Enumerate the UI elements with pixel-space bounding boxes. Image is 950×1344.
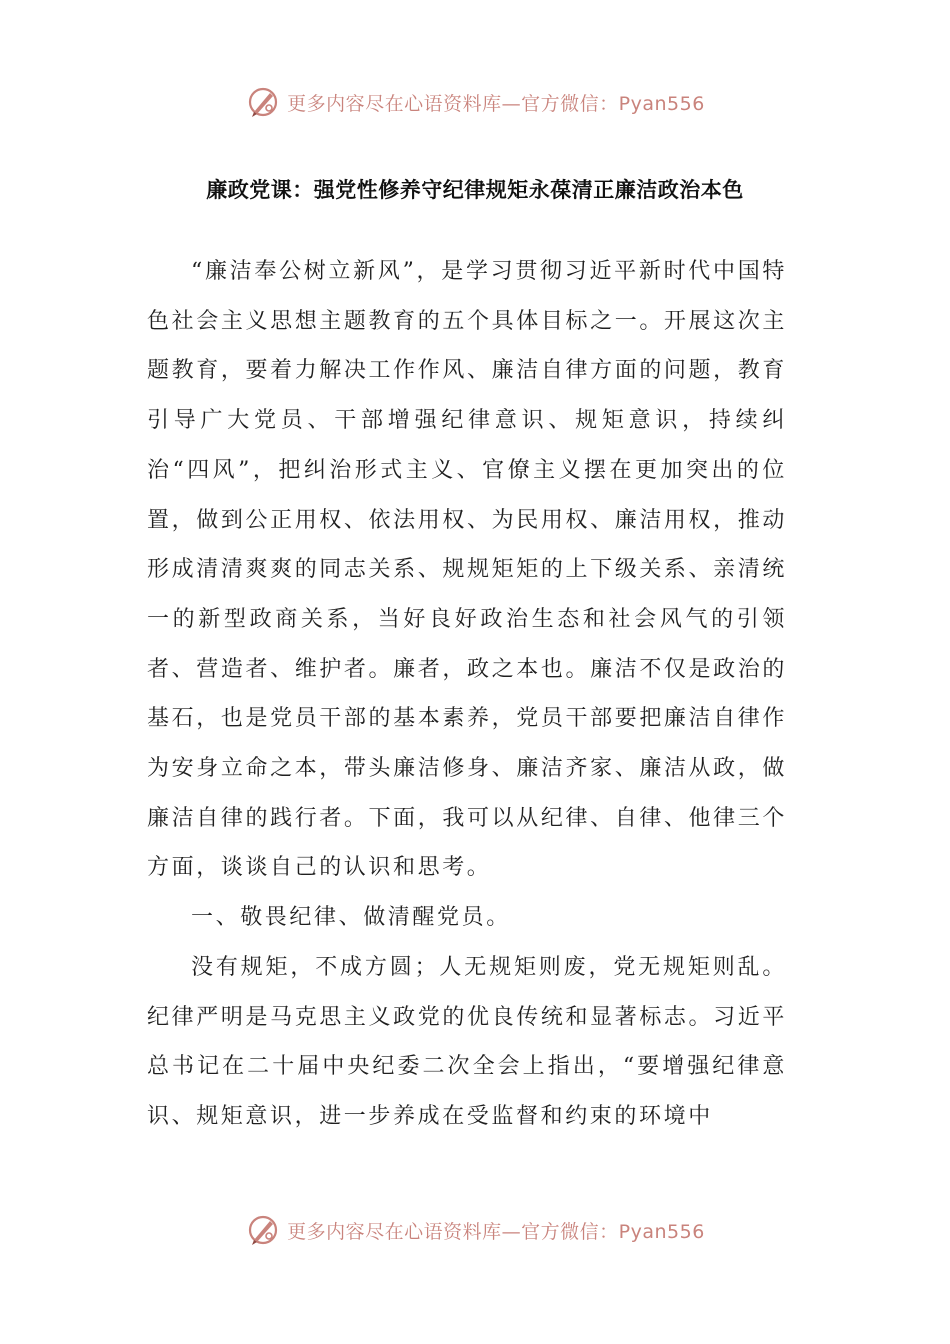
pen-circle-logo-icon — [245, 1212, 281, 1248]
banner-text: 更多内容尽在心语资料库—官方微信：Pyan556 — [287, 1220, 705, 1243]
header-watermark-banner — [0, 82, 950, 122]
footer-watermark-banner — [0, 1210, 950, 1250]
body-paragraph: 没有规矩，不成方圆；人无规矩则废，党无规矩则乱。纪律严明是马克思主义政党的优良传统和显著标志。习近平总书记在二十届中央纪委二次全会上指出，“要增强纪律意识、规矩意识，进一步养成在受监督和约束的环境中 — [147, 954, 787, 1129]
pen-circle-logo-icon — [245, 84, 281, 120]
document-title: 廉政党课：强党性修养守纪律规矩永葆清正廉洁政治本色 — [206, 178, 744, 202]
section-heading: 一、敬畏纪律、做清醒党员。 — [191, 905, 511, 931]
wechat-id: Pyan556 — [618, 92, 705, 115]
wechat-id: Pyan556 — [618, 1220, 705, 1243]
body-paragraph: “廉洁奉公树立新风”，是学习贯彻习近平新时代中国特色社会主义思想主题教育的五个具体目标之一。开展这次主题教育，要着力解决工作作风、廉洁自律方面的问题，教育引导广大党员、干部增强纪律意识、规矩意识，持续纠治“四风”，把纠治形式主义、官僚主义摆在更加突出的位置，做到公正用权、依法用权、为民用权、廉洁用权，推动形成清清爽爽的同志关系、规规矩矩的上下级关系、亲清统一的新型政商关系，当好良好政治生态和社会风气的引领者、营造者、维护者。廉者，政之本也。廉洁不仅是政治的基石，也是党员干部的基本素养，党员干部要把廉洁自律作为安身立命之本，带头廉洁修身、廉洁齐家、廉洁从政，做廉洁自律的践行者。下面，我可以从纪律、自律、他律三个方面，谈谈自己的认识和思考。 — [147, 259, 787, 881]
banner-text: 更多内容尽在心语资料库—官方微信：Pyan556 — [287, 92, 705, 115]
document-body — [147, 247, 787, 1142]
